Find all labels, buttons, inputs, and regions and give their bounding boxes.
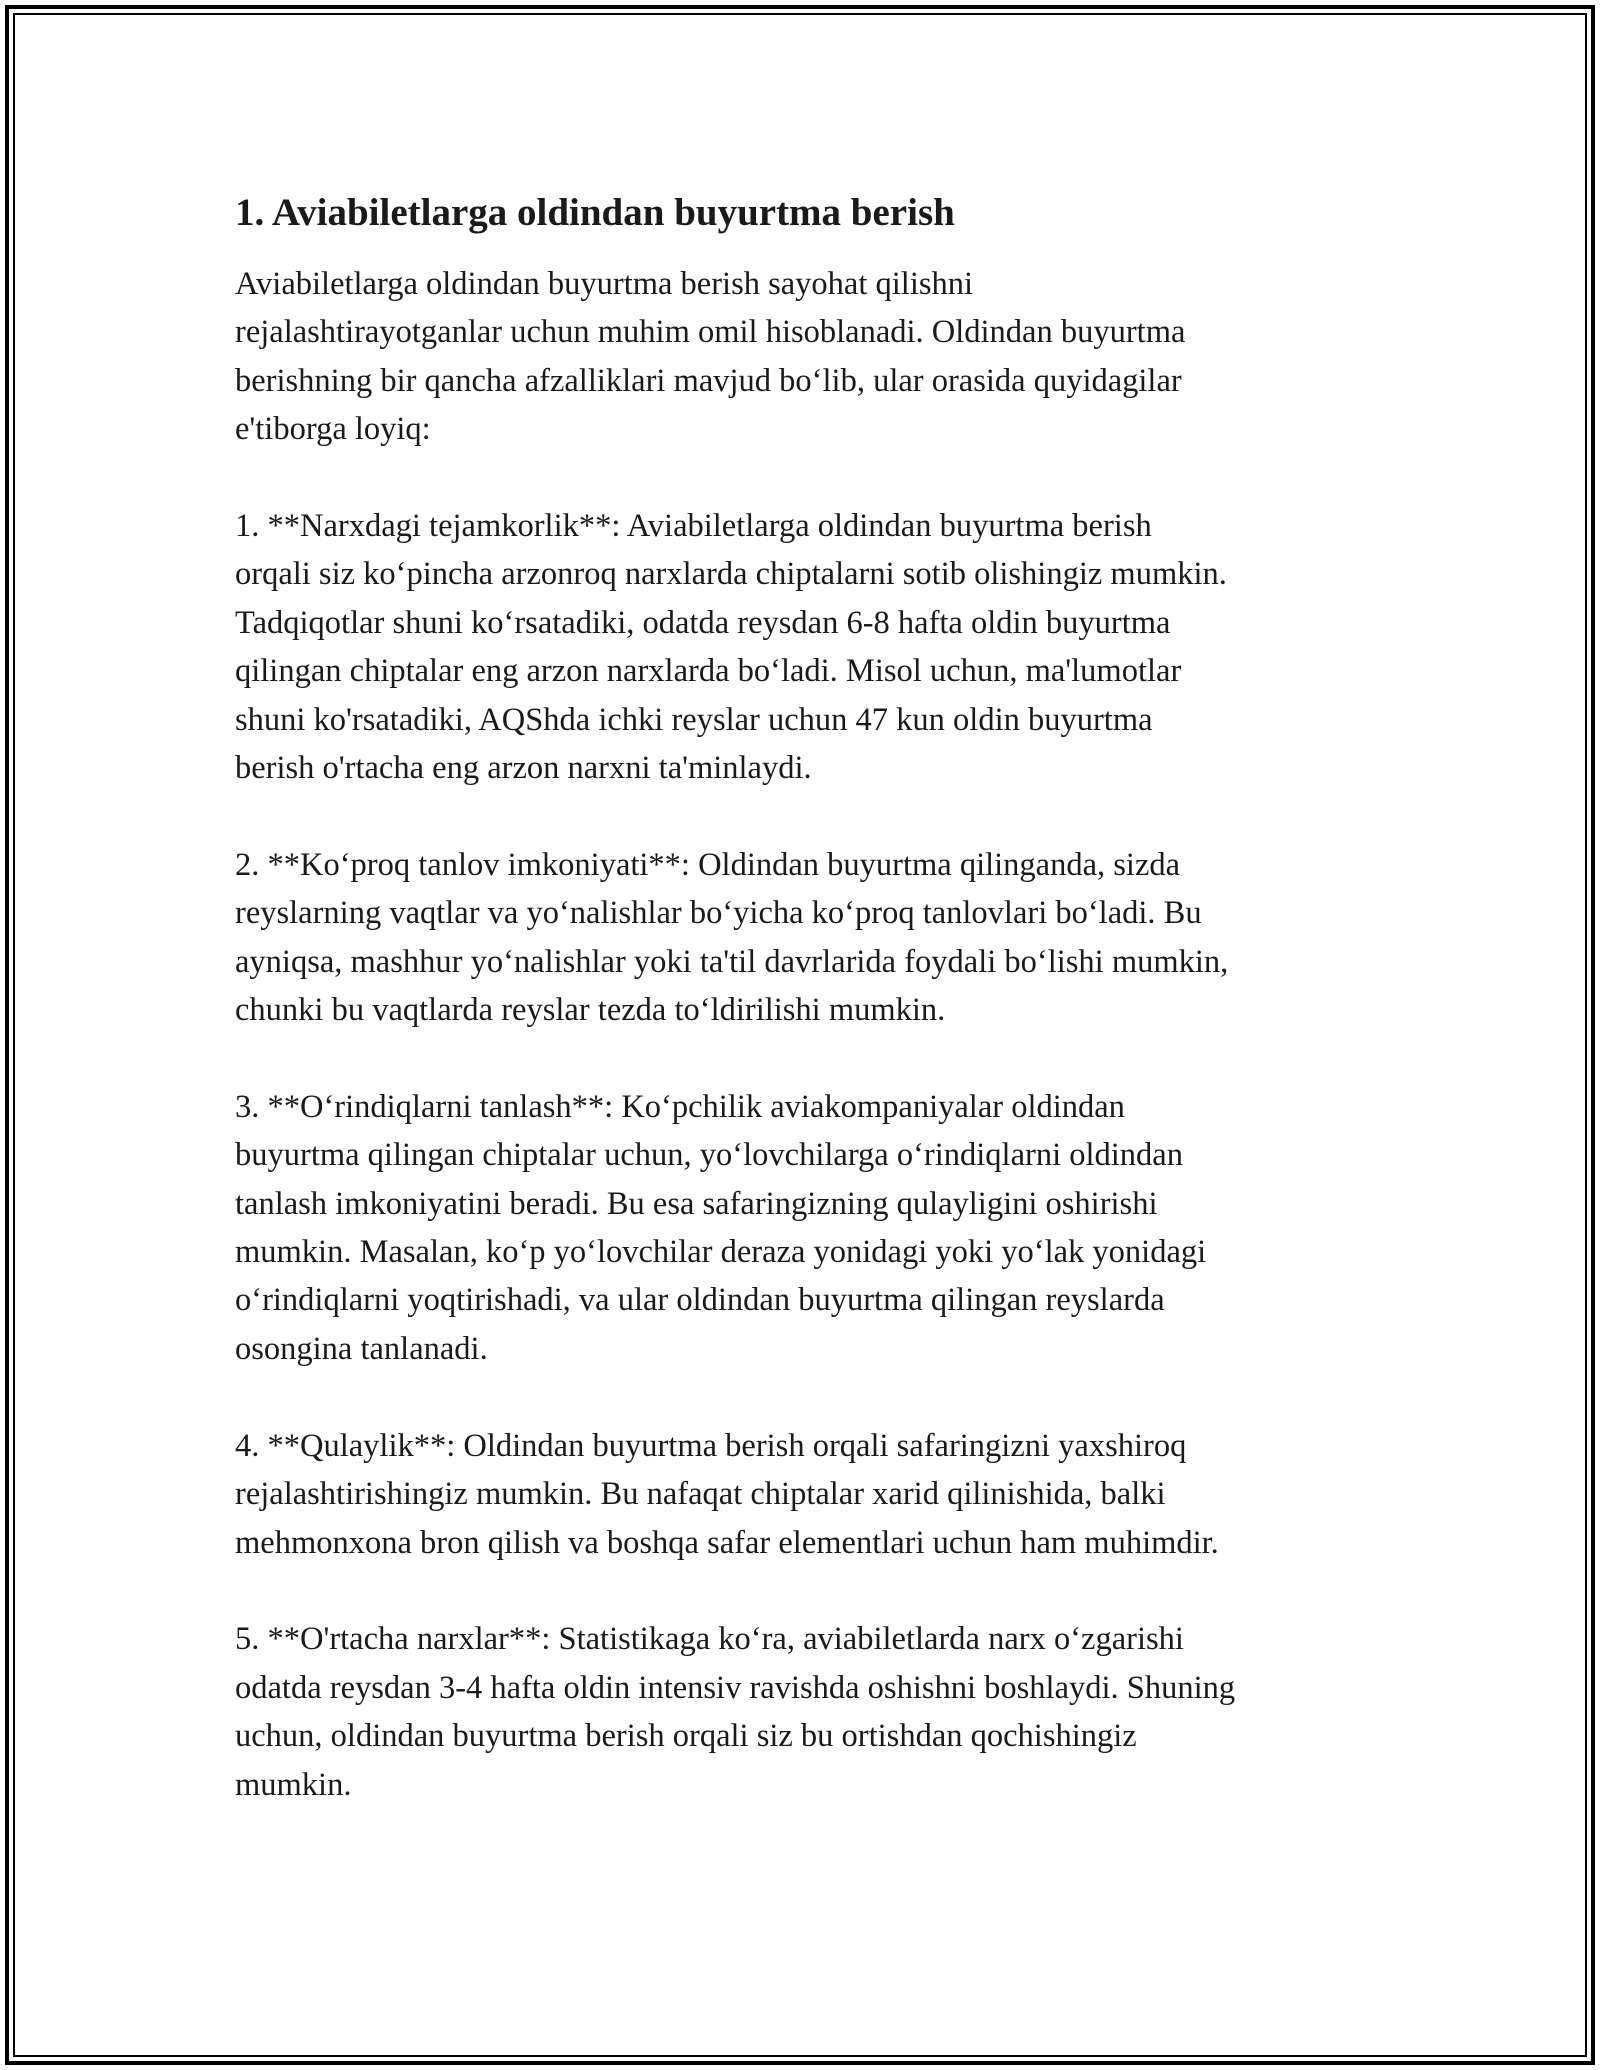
paragraph-spacer [235,1373,1375,1421]
paragraph-spacer [235,792,1375,840]
text-line: qilingan chiptalar eng arzon narxlarda bo‘ladi. Misol uchun, ma'lumotlar [235,653,1182,690]
text-line: Tadqiqotlar shuni ko‘rsatadiki, odatda reysdan 6-8 hafta oldin buyurtma [235,604,1171,641]
text-line: mehmonxona bron qilish va boshqa safar elementlari uchun ham muhimdir. [235,1524,1219,1561]
text-line: chunki bu vaqtlarda reyslar tezda to‘ldirilishi mumkin. [235,992,946,1029]
document-body [235,186,1375,1809]
text-line: berishning bir qancha afzalliklari mavjud bo‘lib, ular orasida quyidagilar [235,362,1182,399]
list-item-5 [235,1615,1375,1809]
paragraph-spacer [235,1034,1375,1082]
list-item-2 [235,841,1375,1035]
text-line: mumkin. [235,1766,352,1803]
text-line: shuni ko'rsatadiki, AQShda ichki reyslar uchun 47 kun oldin buyurtma [235,701,1153,738]
text-line: 3. **O‘rindiqlarni tanlash**: Ko‘pchilik aviakompaniyalar oldindan [235,1088,1125,1125]
text-line: mumkin. Masalan, ko‘p yo‘lovchilar deraza yonidagi yoki yo‘lak yonidagi [235,1234,1207,1271]
text-line: e'tiborga loyiq: [235,411,431,448]
paragraph-spacer [235,454,1375,502]
text-line: Aviabiletlarga oldindan buyurtma berish sayohat qilishni [235,266,974,302]
text-line: berish o'rtacha eng arzon narxni ta'minlaydi. [235,750,812,787]
text-line: uchun, oldindan buyurtma berish orqali siz bu ortishdan qochishingiz [235,1718,1137,1755]
text-line: 5. **O'rtacha narxlar**: Statistikaga ko‘ra, aviabiletlarda narx o‘zgarishi [235,1621,1184,1658]
list-item-4 [235,1422,1375,1567]
text-line: orqali siz ko‘pincha arzonroq narxlarda chiptalarni sotib olishingiz mumkin. [235,556,1227,593]
text-line: rejalashtirishingiz mumkin. Bu nafaqat chiptalar xarid qilinishida, balki [235,1476,1166,1513]
paragraph-spacer [235,1567,1375,1615]
text-line: osongina tanlanadi. [235,1330,488,1367]
text-line: 1. **Narxdagi tejamkorlik**: Aviabiletlarga oldindan buyurtma berish [235,508,1152,545]
text-line: reyslarning vaqtlar va yo‘nalishlar bo‘yicha ko‘proq tanlovlari bo‘ladi. Bu [235,895,1202,932]
list-item-1 [235,502,1375,792]
text-line: tanlash imkoniyatini beradi. Bu esa safaringizning qulayligini oshirishi [235,1185,1158,1222]
section-heading: 1. Aviabiletlarga oldindan buyurtma berish [235,191,955,234]
list-item-3 [235,1083,1375,1373]
text-line: 2. **Ko‘proq tanlov imkoniyati**: Oldindan buyurtma qilinganda, sizda [235,846,1181,883]
text-line: 4. **Qulaylik**: Oldindan buyurtma berish orqali safaringizni yaxshiroq [235,1427,1187,1464]
intro-paragraph [235,260,1375,454]
text-line: o‘rindiqlarni yoqtirishadi, va ular oldindan buyurtma qilingan reyslarda [235,1282,1165,1319]
text-line: odatda reysdan 3-4 hafta oldin intensiv ravishda oshishni boshlaydi. Shuning [235,1669,1236,1706]
text-line: ayniqsa, mashhur yo‘nalishlar yoki ta'til davrlarida foydali bo‘lishi mumkin, [235,943,1229,980]
text-line: buyurtma qilingan chiptalar uchun, yo‘lovchilarga o‘rindiqlarni oldindan [235,1137,1183,1174]
text-line: rejalashtirayotganlar uchun muhim omil hisoblanadi. Oldindan buyurtma [235,314,1186,351]
